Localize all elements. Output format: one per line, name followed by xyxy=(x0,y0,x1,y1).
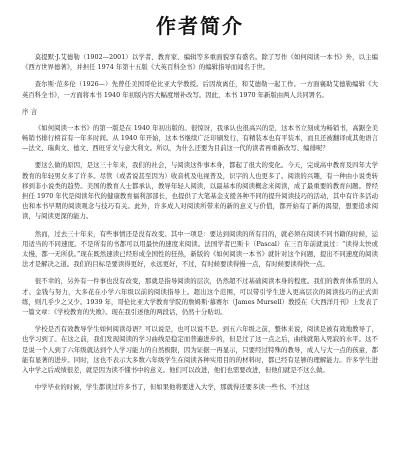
preface-paragraph: 要这么做的原因，是这三十年来，我们的社会，与阅读这件事本身，都起了很大的变化。今天，完成高中教育及四年大学教育的年轻男女多了许多。尽管（或者说甚至因为）收音机及电视普及，识字的人也更多了。阅读的兴趣，有一种由小说类转移到非小说类的趋势。美国的教育人士都承认，教导年轻人阅读，以最基本的阅读概念来阅读，成了最重要的教育问题。曾经担任 1970 年代是阅读年代的健康教育福利部部长，也提供了大笔基金支援各种不同的提升阅读技巧的活动，其中有许多活动也和本书早期的阅读观念与技巧有关。此外，许多成人对阅读所带来的新的意义与价值，都开始有了新的渴望，想要追求阅读，与阅读更深的能力。 xyxy=(22,161,378,221)
page-title: 作者简介 xyxy=(156,14,244,38)
author-paragraph-adler: 莫提默·J.艾德勒（1902—2001）以学者、教育家、编辑等多重面貌享有盛名。除了写作《如何阅读一本书》外，以主编《西方世界德著》，并担任 1974 年第十五版《大英百科全书》的编辑指导而闻名于世。 xyxy=(22,53,378,72)
preface-heading: 序 言 xyxy=(22,107,38,116)
preface-paragraph: 然而，过去三十年来，有些事情还是没有改变。其中一项是：要达到阅读的所有目的，就必须在阅读不同书籍的时候，运用适当的不同速度。不是所有的书都可以用最快的速度来阅读。法国学者巴斯卡（Pascal）在三百年前就说过：“读得太快或太慢，都一无所获。”现在既然速读已经形成全国性的狂热，新版的《如何阅读一本书》就针对这个问题，提出不同速度的阅读法才是解决之道。我们的目标是要读得更好，永远更好，不过，有时候要读得慢一点，有时候要读得快一点。 xyxy=(22,229,378,269)
preface-paragraph: 学校是否有效教导学生如何阅读母语？可以说是，也可以说不是。到五六年级之前，整体来说，阅读是被有效地教导了，也学习到了。在这之前，我们发现阅读的学习曲线是稳定而普遍进步的，但是过了这一点之后，曲线就陷入死寂的水平。这不是说一个人到了六年级就达到个人学习能力的自然极限，因为证据一再显示，只要经过特殊的教导，成人与大一点的孩童，都能有显著的进步。同时，这也不表示大多数六年级学生在阅读各种实用目的的材料时，都已经有足够的理解能力。许多学生进入中学之后成绩很差，就是因为读不懂书中的意义。他们可以改进，他们也需要改进，但他们就是不这么做。 xyxy=(22,325,378,375)
author-paragraph-van-doren: 查尔斯·范多伦（1926—）先曾任美国哥伦比亚大学教授。后因故离任，和艾德勒一起工作。一方面襄助艾德勒编辑《大英百科全书》，一方面将本书 1940 年初版内容大幅度增补改写。因此，本书 1970 年新版由两人共同署名。 xyxy=(22,80,378,99)
preface-paragraph: 中学毕业的时候，学生都读过许多书了，但如果他将要进入大学，那就得还要多读一些书。不过这 xyxy=(34,383,310,392)
preface-paragraph: 很不幸的，另外有一件事也没有改变，那就是指导阅读的层次，仍然超不过基础阅读本身的程度。我们的教育体系里的人才、金钱与努力，大多花在小学六年级以前的阅读指导上。超出这个范围，可以带引学生进入更高层次的阅读技巧的正式训练，则几乎少之又少。1939 年，哥伦比亚大学教育学院的詹姆斯·慕赛尔（James Mursell）教授在《大西洋月刊》上发表了一篇文章：《学校教育的失败》。现在我引述他的两段话，仍然十分贴切。 xyxy=(22,277,378,317)
preface-paragraph: 《如何阅读一本书》的第一版是在 1940 年初出版的。很惊讶，我承认也很高兴的是，这本书立刻成为畅销书，高踞全美畅销书排行榜首有一年多时间。从 1940 年开始，这本书继续广泛印刷发行，有精装本也有平装本，而且还被翻译成其他语言—法文、瑞典文、德文、西班牙文与意大利文。所以，为什么还要为目前这一代的读者再重新改写、编排呢？ xyxy=(22,123,378,153)
